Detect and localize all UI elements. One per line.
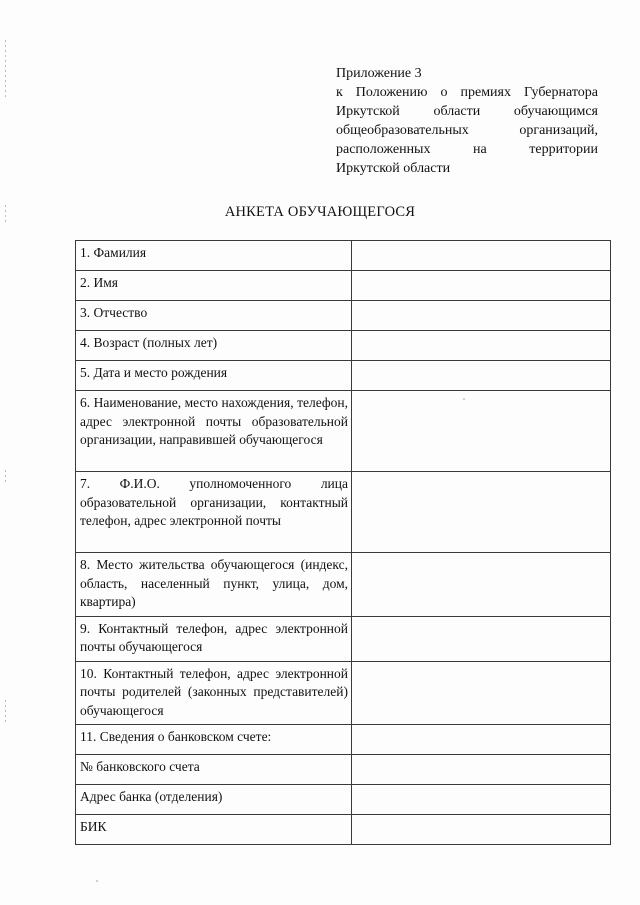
form-title: АНКЕТА ОБУЧАЮЩЕГОСЯ [224,204,416,220]
table-row [76,553,611,617]
annex-line: к Положению о премиях Губернатора [336,85,598,100]
field-value-bank-info[interactable] [352,725,611,755]
field-label-school-contact-person: 7. Ф.И.О. уполномоченного лица образовательной организации, контактный телефон, адрес электронной почты [76,472,352,553]
field-value-patronymic[interactable] [352,301,611,331]
scan-speck [96,880,98,882]
table-row [76,391,611,472]
field-label-student-contact: 9. Контактный телефон, адрес электронной почты обучающегося [76,616,352,661]
table-row [76,241,611,271]
field-label-birth-date-place: 5. Дата и место рождения [76,361,352,391]
annex-line: Приложение 3 [336,66,422,81]
field-value-birth-date-place[interactable] [352,361,611,391]
table-row [76,755,611,785]
table-row [76,616,611,661]
scan-margin-mark [5,40,6,100]
field-value-account-number[interactable] [352,755,611,785]
annex-header [336,64,598,178]
field-value-school-info[interactable] [352,391,611,472]
field-label-patronymic: 3. Отчество [76,301,352,331]
table-row [76,725,611,755]
scan-margin-mark [5,470,6,484]
table-row [76,271,611,301]
field-label-school-info: 6. Наименование, место нахождения, телефон, адрес электронной почты образовательной организации, направившей обучающегося [76,391,352,472]
table-row [76,815,611,845]
field-value-age[interactable] [352,331,611,361]
field-value-school-contact-person[interactable] [352,472,611,553]
field-label-parent-contact: 10. Контактный телефон, адрес электронной почты родителей (законных представителей) обучающегося [76,661,352,725]
field-label-age: 4. Возраст (полных лет) [76,331,352,361]
field-label-first-name: 2. Имя [76,271,352,301]
annex-line: расположенных на территории [336,142,598,157]
field-label-bik: БИК [76,815,352,845]
table-row [76,301,611,331]
table-row [76,472,611,553]
field-value-student-contact[interactable] [352,616,611,661]
field-value-first-name[interactable] [352,271,611,301]
field-label-surname: 1. Фамилия [76,241,352,271]
scan-margin-mark [5,700,6,722]
table-row [76,361,611,391]
table-row [76,331,611,361]
field-label-bank-info: 11. Сведения о банковском счете: [76,725,352,755]
annex-line: Иркутской области [336,161,451,176]
annex-line: общеобразовательных организаций, [336,123,598,138]
field-label-account-number: № банковского счета [76,755,352,785]
field-label-bank-address: Адрес банка (отделения) [76,785,352,815]
table-row [76,661,611,725]
field-label-residence: 8. Место жительства обучающегося (индекс, область, населенный пункт, улица, дом, квартира) [76,553,352,617]
field-value-parent-contact[interactable] [352,661,611,725]
field-value-surname[interactable] [352,241,611,271]
table-row [76,785,611,815]
field-value-residence[interactable] [352,553,611,617]
annex-line: Иркутской области обучающимся [336,104,598,119]
questionnaire-table [75,240,611,845]
field-value-bik[interactable] [352,815,611,845]
field-value-bank-address[interactable] [352,785,611,815]
